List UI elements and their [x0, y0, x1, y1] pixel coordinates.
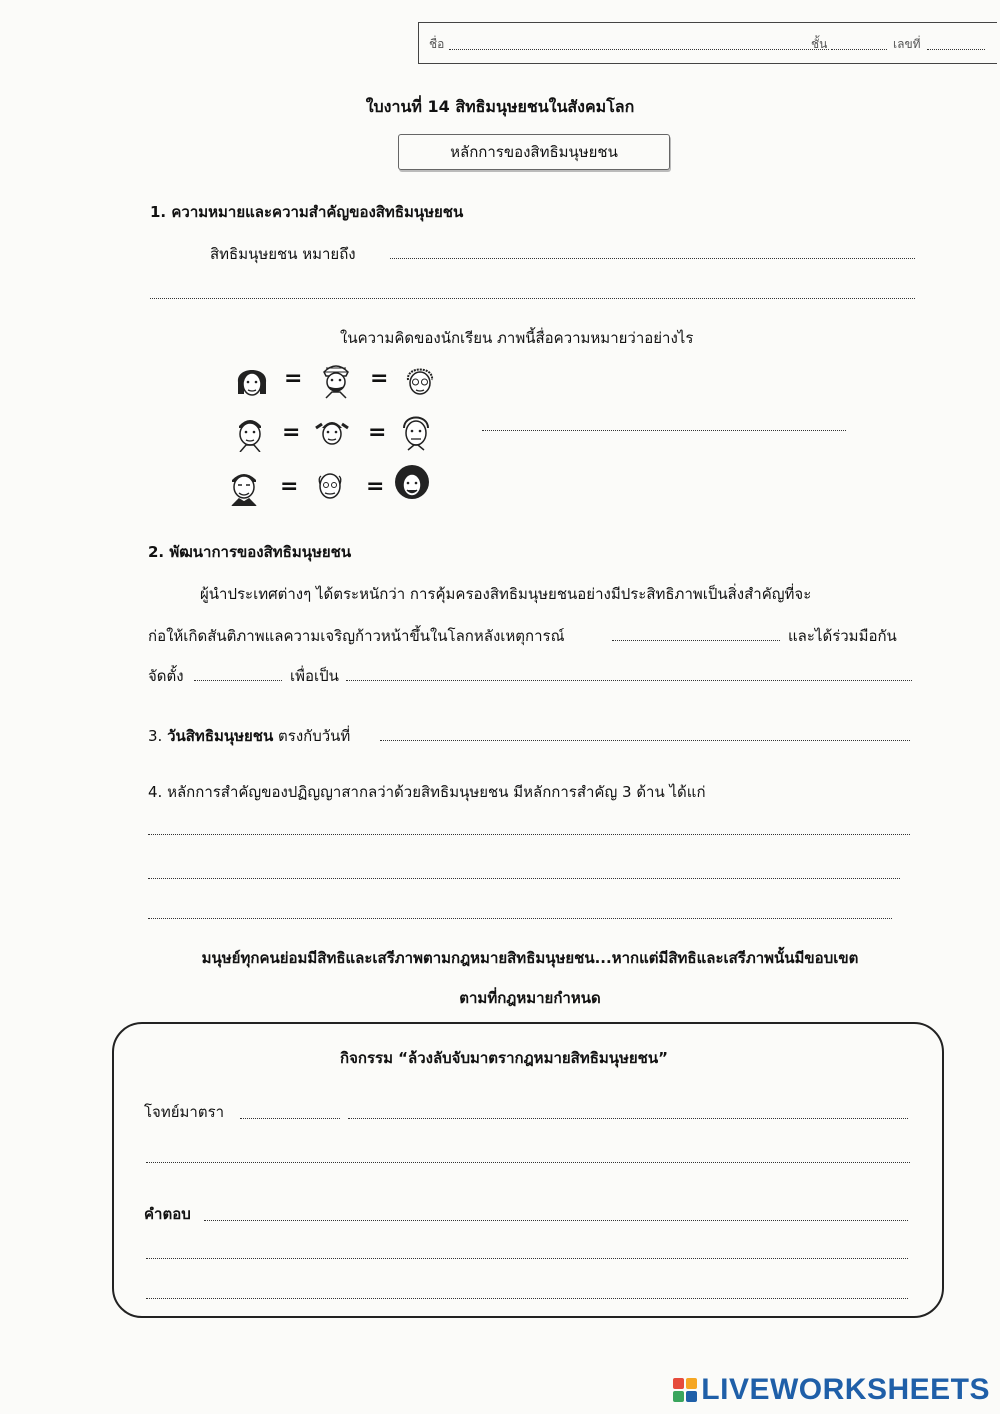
activity-title: กิจกรรม “ล้วงลับจับมาตรากฎหมายสิทธิมนุษยชน” [340, 1049, 668, 1067]
section1-prompt: สิทธิมนุษยชน หมายถึง [210, 245, 356, 263]
section3-bold: วันสิทธิมนุษยชน [167, 727, 274, 745]
section3-rest: ตรงกับวันที่ [278, 727, 351, 745]
logo-square [673, 1391, 684, 1402]
section2-line1: ผู้นำประเทศต่างๆ ได้ตระหนักว่า การคุ้มครองสิทธิมนุษยชนอย่างมีประสิทธิภาพเป็นสิ่งสำคัญที่จะ [200, 585, 812, 603]
face-man-icon [230, 410, 270, 452]
image-meaning-answer-line[interactable] [482, 430, 846, 431]
organization-answer-line[interactable] [194, 680, 282, 681]
section1-heading: 1. ความหมายและความสำคัญของสิทธิมนุษยชน [150, 203, 464, 221]
section-number-answer-line[interactable] [240, 1118, 340, 1119]
face-elder-icon [400, 360, 440, 402]
class-field[interactable] [831, 49, 887, 50]
name-label: ชื่อ [429, 37, 445, 51]
equals-sign: = [280, 474, 299, 499]
question-label: โจทย์มาตรา [144, 1103, 225, 1121]
definition-answer-line-1[interactable] [390, 258, 915, 259]
worksheet-title: ใบงานที่ 14 สิทธิมนุษยชนในสังคมโลก [365, 97, 635, 116]
equals-sign: = [368, 420, 387, 445]
logo-square [686, 1378, 697, 1389]
number-field[interactable] [927, 49, 985, 50]
section4-text: 4. หลักการสำคัญของปฏิญญาสากลว่าด้วยสิทธิมนุษยชน มีหลักการสำคัญ 3 ด้าน ได้แก่ [148, 783, 706, 801]
section2-line3-mid: เพื่อเป็น [290, 667, 339, 685]
logo-grid-icon [673, 1378, 697, 1402]
question-answer-line-1[interactable] [348, 1118, 908, 1119]
section2-heading: 2. พัฒนาการของสิทธิมนุษยชน [148, 543, 352, 561]
face-turban-man-icon [316, 358, 356, 400]
face-girl-pigtails-icon [312, 410, 352, 452]
principles-answer-line-1[interactable] [148, 834, 910, 835]
face-bald-man-icon [310, 464, 350, 506]
worksheet-subtitle: หลักการของสิทธิมนุษยชน [398, 134, 670, 170]
answer-label: คำตอบ [144, 1205, 191, 1223]
answer-line-2[interactable] [146, 1258, 908, 1259]
purpose-answer-line[interactable] [346, 680, 912, 681]
event-answer-line[interactable] [612, 640, 780, 641]
section2-line2-end: และได้ร่วมมือกัน [788, 627, 897, 645]
number-label: เลขที่ [893, 37, 921, 51]
student-info-box [418, 22, 997, 64]
answer-line-1[interactable] [204, 1220, 908, 1221]
equals-sign: = [366, 474, 385, 499]
human-rights-day-answer-line[interactable] [380, 740, 910, 741]
principles-answer-line-2[interactable] [148, 878, 900, 879]
section2-line2-text: ก่อให้เกิดสันติภาพแลความเจริญก้าวหน้าขึ้นในโลกหลังเหตุการณ์ [148, 627, 565, 645]
logo-square [673, 1378, 684, 1389]
liveworksheets-logo [673, 1372, 990, 1408]
statement-line1: มนุษย์ทุกคนย่อมมีสิทธิและเสรีภาพตามกฎหมายสิทธิมนุษยชน...หากแต่มีสิทธิและเสรีภาพนั้นมีขอบเขต [201, 949, 859, 967]
equals-sign: = [370, 366, 389, 391]
section3-text [148, 724, 350, 748]
question-answer-line-2[interactable] [146, 1162, 910, 1163]
equals-sign: = [282, 420, 301, 445]
face-woman-icon [232, 360, 272, 402]
image-question: ในความคิดของนักเรียน ภาพนี้สื่อความหมายว่าอย่างไร [340, 329, 694, 347]
face-old-man-icon [396, 410, 436, 452]
logo-square [686, 1391, 697, 1402]
logo-text: LIVEWORKSHEETS [701, 1373, 990, 1406]
principles-answer-line-3[interactable] [148, 918, 892, 919]
face-asian-man-icon [224, 464, 264, 506]
name-field[interactable] [449, 49, 829, 50]
class-label: ชั้น [811, 37, 828, 51]
section3-number: 3. [148, 727, 163, 745]
statement-line2: ตามที่กฎหมายกำหนด [459, 989, 601, 1007]
face-curly-hair-woman-icon [392, 462, 432, 504]
equals-sign: = [284, 366, 303, 391]
definition-answer-line-2[interactable] [150, 298, 915, 299]
section2-line3-start: จัดตั้ง [148, 667, 184, 685]
answer-line-3[interactable] [146, 1298, 908, 1299]
